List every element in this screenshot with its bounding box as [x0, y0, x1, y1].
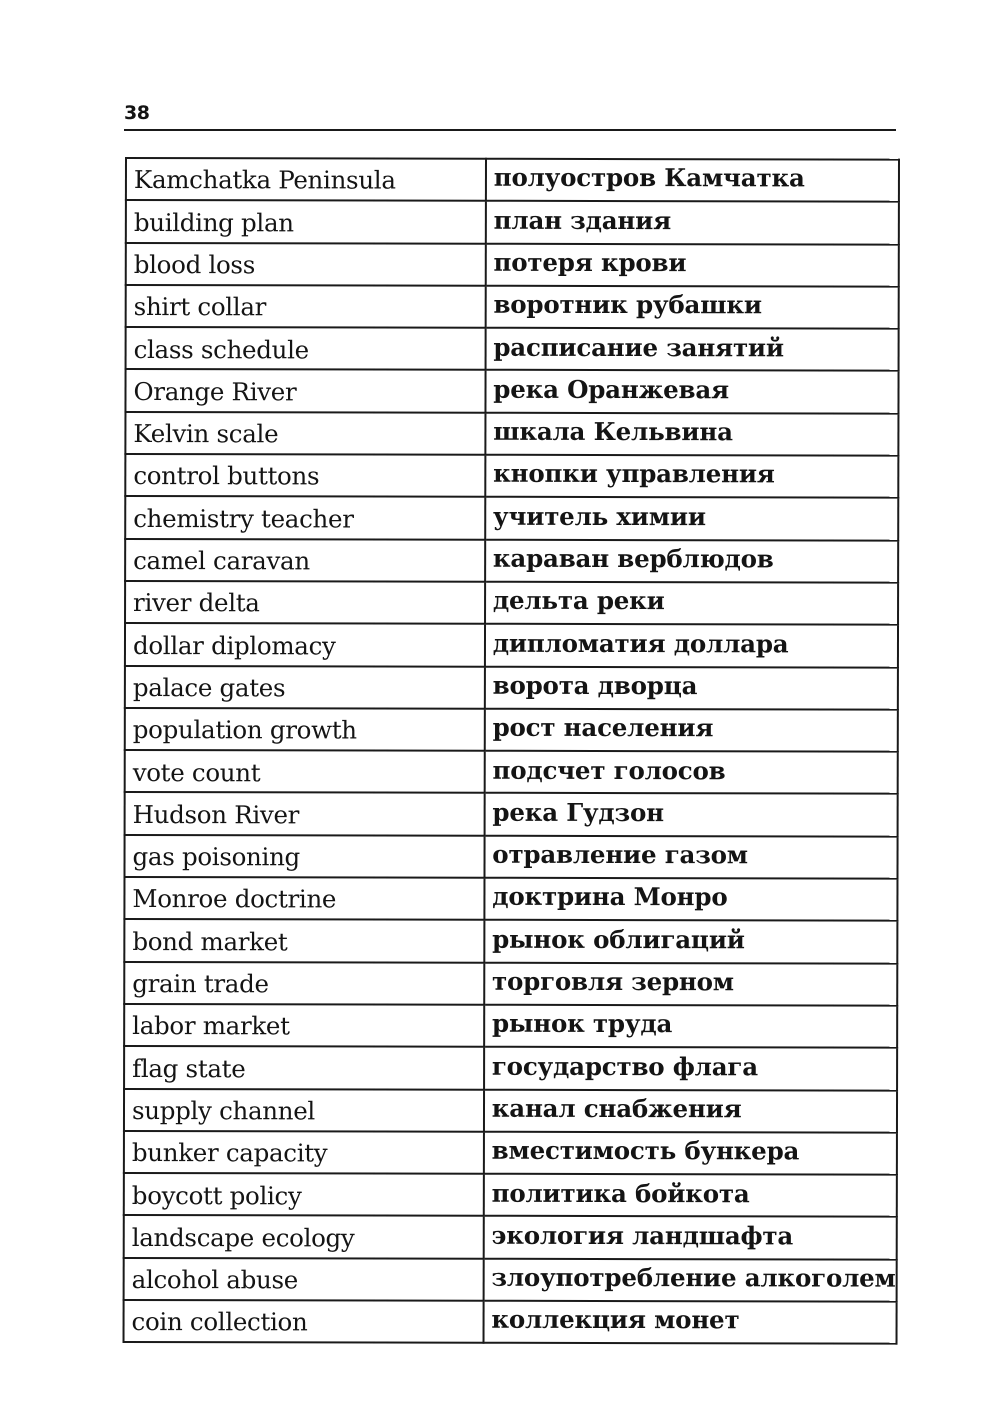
- table-row: [125, 369, 898, 413]
- english-term-cell: bond market: [124, 919, 484, 962]
- russian-translation-cell: политика бойкота: [484, 1174, 897, 1217]
- english-term-cell: boycott policy: [124, 1173, 484, 1216]
- russian-translation-cell: расписание занятий: [485, 328, 898, 371]
- table-row: [125, 708, 898, 752]
- english-term-cell: Kelvin scale: [125, 412, 485, 455]
- english-term-cell: population growth: [125, 708, 485, 751]
- english-term-cell: shirt collar: [126, 285, 486, 328]
- table-row: [124, 1131, 897, 1175]
- english-term-cell: flag state: [124, 1046, 484, 1089]
- table-row: [125, 454, 898, 498]
- russian-translation-cell: река Гудзон: [484, 793, 897, 836]
- english-term-cell: Monroe doctrine: [124, 877, 484, 920]
- table-row: [126, 243, 899, 287]
- english-term-cell: building plan: [126, 200, 486, 243]
- russian-translation-cell: воротник рубашки: [485, 286, 898, 329]
- russian-translation-cell: отравление газом: [484, 836, 897, 879]
- table-row: [125, 792, 898, 836]
- table-row: [125, 412, 898, 456]
- russian-translation-cell: злоупотребление алкоголем: [483, 1258, 896, 1301]
- table-row: [125, 750, 898, 794]
- russian-translation-cell: потеря крови: [486, 243, 899, 286]
- russian-translation-cell: кнопки управления: [485, 455, 898, 498]
- english-term-cell: Kamchatka Peninsula: [126, 158, 486, 201]
- english-term-cell: gas poisoning: [124, 835, 484, 878]
- english-term-cell: class schedule: [126, 327, 486, 370]
- table-row: [124, 1215, 897, 1259]
- table-row: [124, 1089, 897, 1133]
- english-term-cell: vote count: [125, 750, 485, 793]
- english-term-cell: dollar diplomacy: [125, 623, 485, 666]
- russian-translation-cell: ворота дворца: [485, 666, 898, 709]
- english-term-cell: coin collection: [124, 1300, 484, 1343]
- russian-translation-cell: государство флага: [484, 1047, 897, 1090]
- english-term-cell: blood loss: [126, 243, 486, 286]
- english-term-cell: chemistry teacher: [125, 496, 485, 539]
- russian-translation-cell: экология ландшафта: [483, 1216, 896, 1259]
- english-term-cell: control buttons: [125, 454, 485, 497]
- russian-translation-cell: торговля зерном: [484, 962, 897, 1005]
- russian-translation-cell: канал снабжения: [484, 1089, 897, 1132]
- russian-translation-cell: план здания: [486, 201, 899, 244]
- russian-translation-cell: рынок труда: [484, 1005, 897, 1048]
- russian-translation-cell: дельта реки: [485, 582, 898, 625]
- table-row: [125, 496, 898, 540]
- table-row: [125, 623, 898, 667]
- english-term-cell: labor market: [124, 1004, 484, 1047]
- russian-translation-cell: вместимость бункера: [484, 1132, 897, 1175]
- table-row: [124, 962, 897, 1006]
- vocabulary-table: [123, 157, 900, 1345]
- russian-translation-cell: шкала Кельвина: [485, 413, 898, 456]
- russian-translation-cell: дипломатия доллара: [485, 624, 898, 667]
- english-term-cell: bunker capacity: [124, 1131, 484, 1174]
- english-term-cell: grain trade: [124, 962, 484, 1005]
- table-row: [125, 539, 898, 583]
- table-row: [124, 1300, 897, 1344]
- english-term-cell: Hudson River: [125, 792, 485, 835]
- russian-translation-cell: доктрина Монро: [484, 878, 897, 921]
- header-rule: [124, 129, 896, 131]
- russian-translation-cell: река Оранжевая: [485, 370, 898, 413]
- russian-translation-cell: рынок облигаций: [484, 920, 897, 963]
- table-row: [124, 1258, 897, 1302]
- english-term-cell: river delta: [125, 581, 485, 624]
- table-row: [126, 285, 899, 329]
- russian-translation-cell: учитель химии: [485, 497, 898, 540]
- page-number: 38: [124, 102, 150, 124]
- english-term-cell: landscape ecology: [124, 1215, 484, 1258]
- table-row: [124, 1004, 897, 1048]
- table-row: [124, 835, 897, 879]
- table-row: [124, 1046, 897, 1090]
- table-row: [125, 666, 898, 710]
- english-term-cell: supply channel: [124, 1089, 484, 1132]
- english-term-cell: palace gates: [125, 666, 485, 709]
- russian-translation-cell: подсчет голосов: [484, 751, 897, 794]
- russian-translation-cell: караван верблюдов: [485, 539, 898, 582]
- table-row: [126, 158, 899, 202]
- table-row: [125, 581, 898, 625]
- table-row: [126, 200, 899, 244]
- table-row: [126, 327, 899, 371]
- russian-translation-cell: полуостров Камчатка: [486, 159, 899, 202]
- table-row: [124, 919, 897, 963]
- english-term-cell: Orange River: [125, 369, 485, 412]
- table-row: [124, 1173, 897, 1217]
- vocabulary-table-body: [124, 158, 899, 1344]
- english-term-cell: alcohol abuse: [124, 1258, 484, 1301]
- english-term-cell: camel caravan: [125, 539, 485, 582]
- russian-translation-cell: рост населения: [485, 709, 898, 752]
- table-row: [124, 877, 897, 921]
- russian-translation-cell: коллекция монет: [483, 1301, 896, 1344]
